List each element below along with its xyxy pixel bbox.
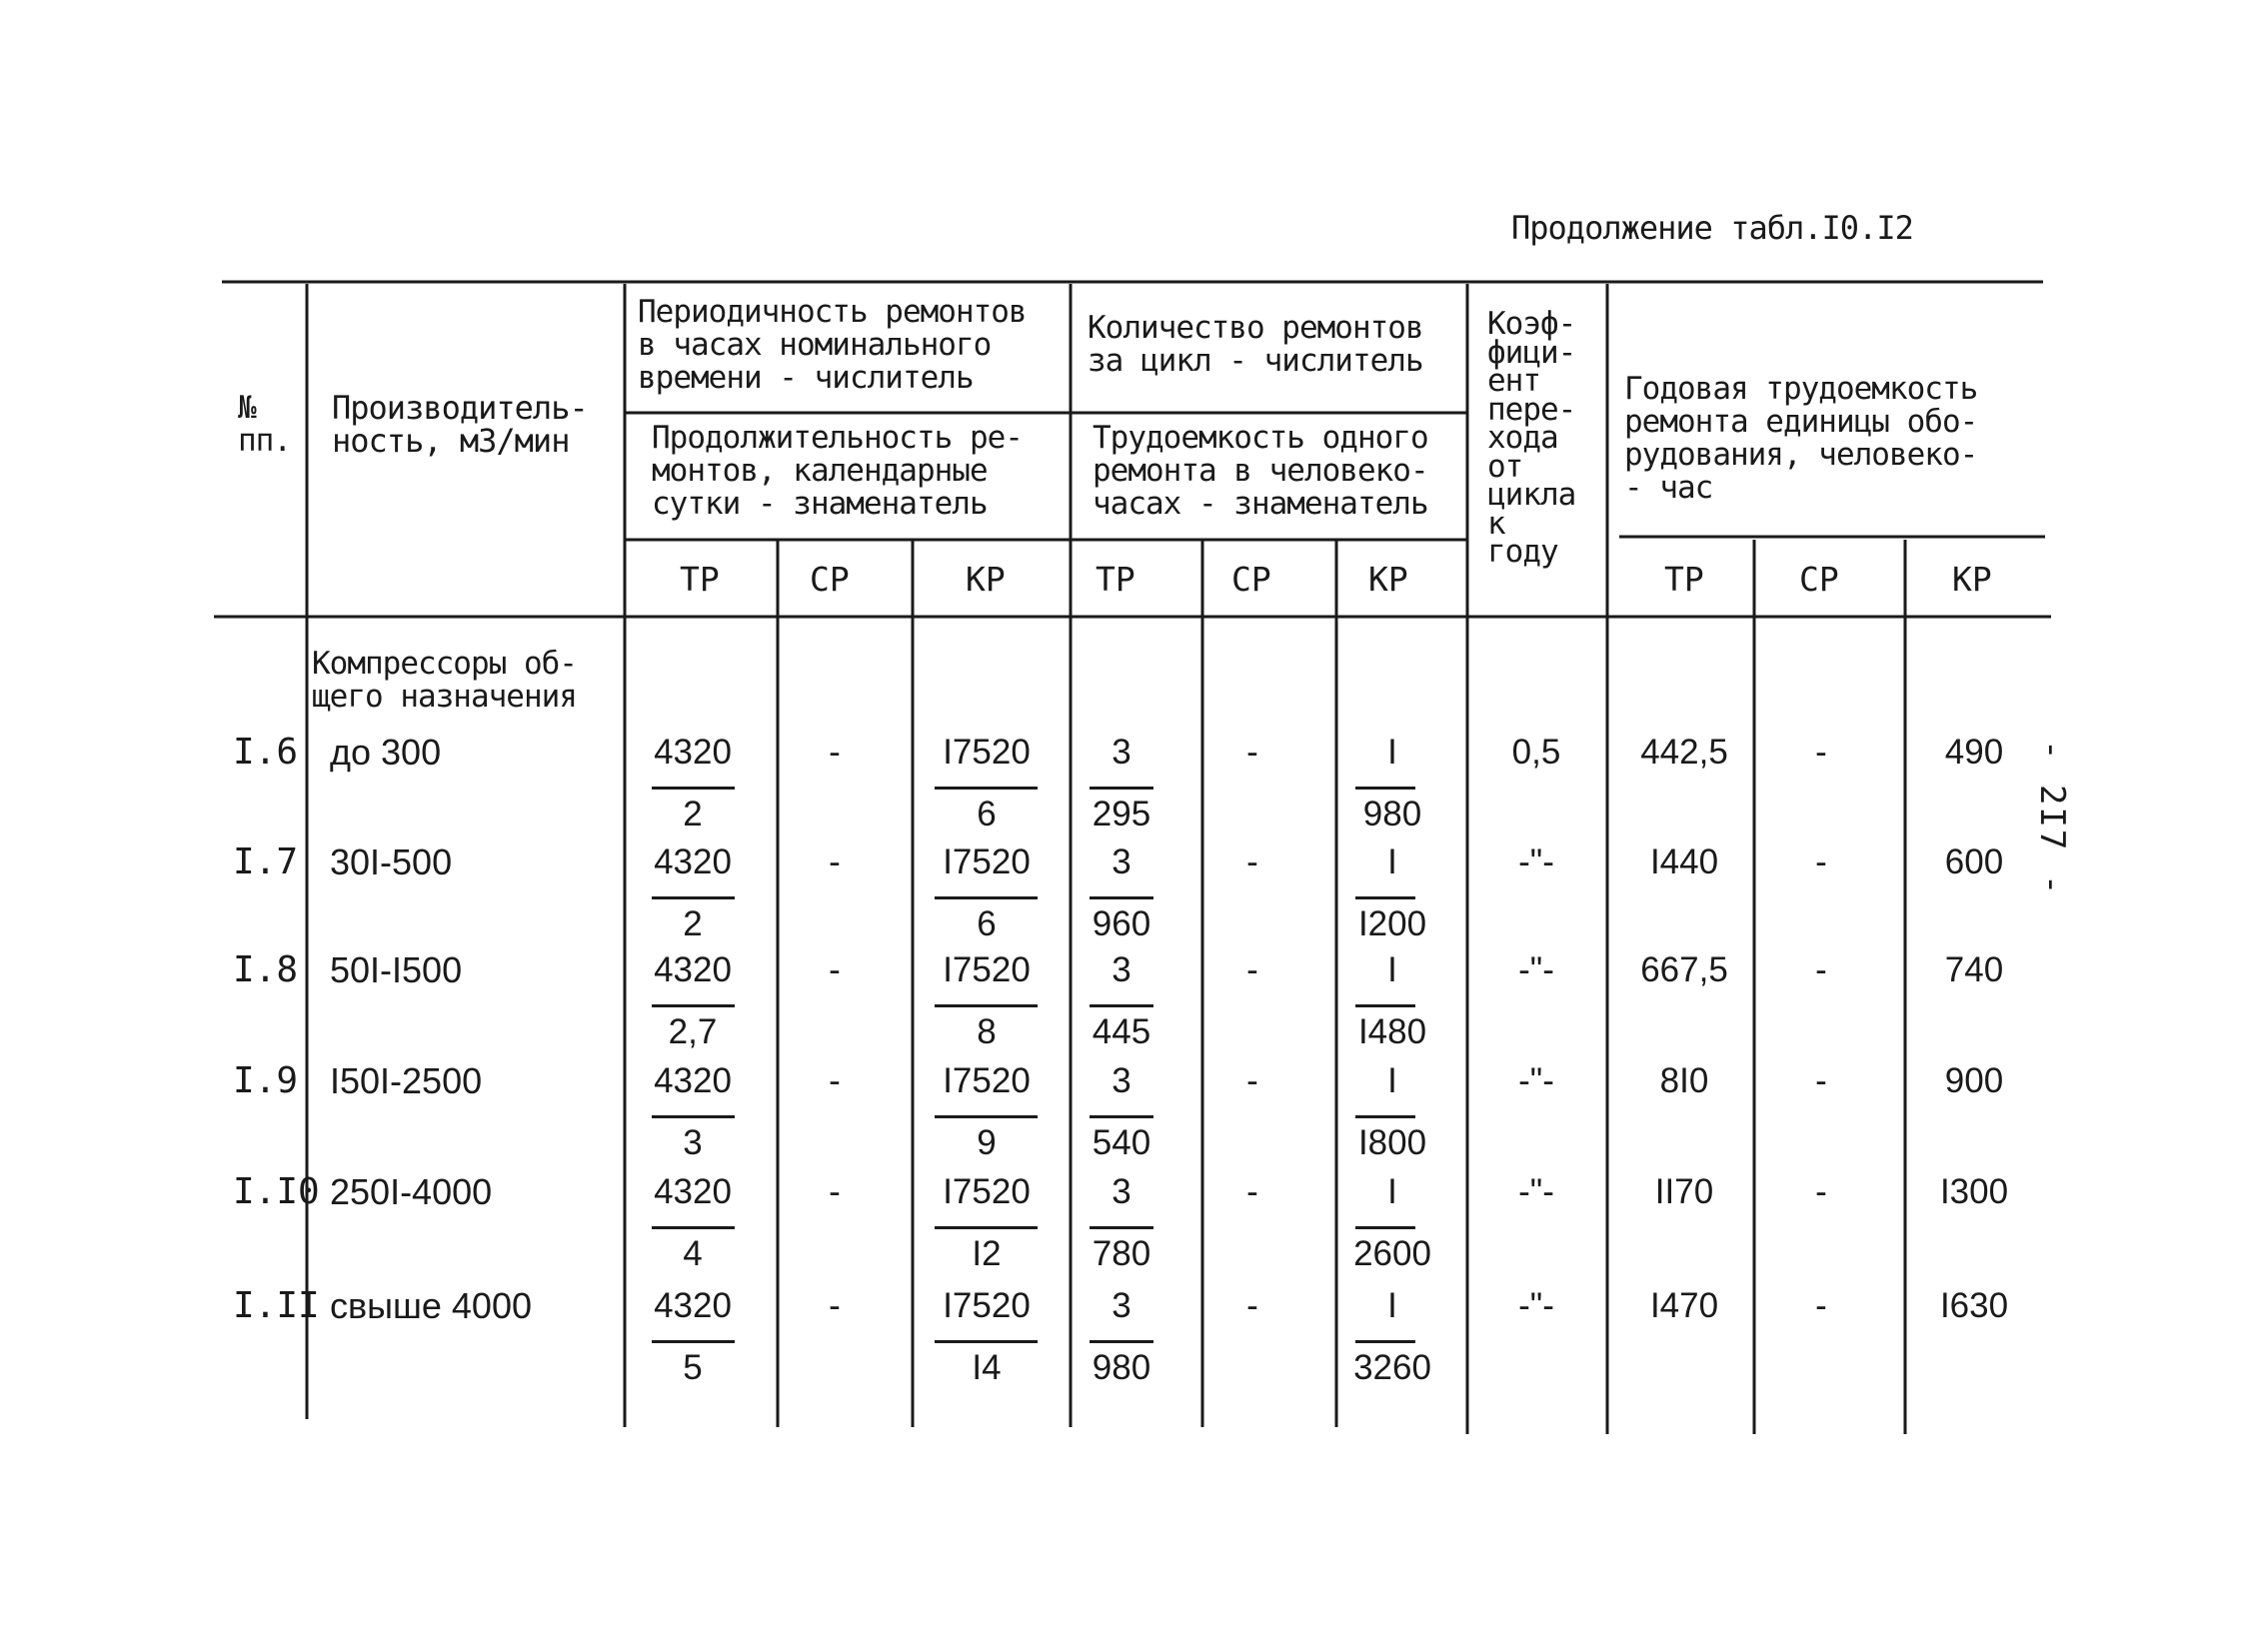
subheader-annual-sr: СР bbox=[1799, 560, 1839, 599]
periodicity-tr-fraction-bar bbox=[652, 1004, 735, 1007]
count-kr-denominator: I800 bbox=[1357, 1123, 1427, 1162]
periodicity-tr-numerator: 4320 bbox=[654, 1286, 732, 1325]
count-kr-fraction-bar bbox=[1355, 1226, 1415, 1229]
periodicity-kr-denominator: 9 bbox=[977, 1123, 997, 1162]
header-count: Количество ремонтов за цикл - числитель bbox=[1088, 310, 1423, 379]
count-sr-value: - bbox=[1246, 950, 1258, 989]
row-number: I.7 bbox=[233, 841, 299, 882]
periodicity-sr-value: - bbox=[829, 950, 841, 989]
periodicity-kr-numerator: I7520 bbox=[943, 1286, 1031, 1325]
periodicity-tr-numerator: 4320 bbox=[654, 950, 732, 989]
header-duration: Продолжительность ре- монтов, календарные сутки - знаменатель bbox=[652, 420, 1023, 522]
periodicity-kr-numerator: I7520 bbox=[943, 1061, 1031, 1100]
count-sr-value: - bbox=[1246, 1061, 1258, 1100]
periodicity-kr-fraction-bar bbox=[935, 1004, 1038, 1007]
periodicity-kr-fraction-bar bbox=[935, 896, 1038, 899]
periodicity-kr-denominator: 8 bbox=[977, 1012, 997, 1051]
subheader-annual-kr: КР bbox=[1952, 560, 1992, 599]
periodicity-sr-value: - bbox=[829, 733, 841, 772]
annual-kr-value: 900 bbox=[1944, 1061, 2004, 1100]
periodicity-kr-numerator: I7520 bbox=[943, 950, 1031, 989]
count-kr-fraction-bar bbox=[1355, 1115, 1415, 1118]
coefficient-value: -"- bbox=[1518, 842, 1554, 881]
count-tr-denominator: 540 bbox=[1092, 1123, 1151, 1162]
periodicity-tr-denominator: 2 bbox=[683, 795, 703, 833]
row-capacity: 250I-4000 bbox=[330, 1171, 493, 1212]
row-number: I.8 bbox=[233, 949, 299, 990]
annual-kr-value: I630 bbox=[1939, 1286, 2009, 1325]
count-tr-denominator: 960 bbox=[1092, 904, 1151, 943]
count-kr-numerator: I bbox=[1387, 1061, 1397, 1100]
periodicity-tr-denominator: 4 bbox=[683, 1234, 703, 1273]
header-coef: Коэф- фици- ент пере- хода от цикла к году bbox=[1487, 306, 1576, 570]
row-number: I.6 bbox=[233, 732, 299, 773]
periodicity-tr-numerator: 4320 bbox=[654, 842, 732, 881]
count-sr-value: - bbox=[1246, 1172, 1258, 1211]
periodicity-kr-numerator: I7520 bbox=[943, 733, 1031, 772]
periodicity-tr-denominator: 2 bbox=[683, 904, 703, 943]
annual-sr-value: - bbox=[1815, 733, 1827, 772]
count-kr-denominator: I480 bbox=[1357, 1012, 1427, 1051]
count-sr-value: - bbox=[1246, 842, 1258, 881]
annual-kr-value: 740 bbox=[1944, 950, 2004, 989]
subheader-count-sr: СР bbox=[1231, 560, 1271, 599]
count-tr-fraction-bar bbox=[1090, 1004, 1153, 1007]
annual-sr-value: - bbox=[1815, 1061, 1827, 1100]
periodicity-kr-numerator: I7520 bbox=[943, 1172, 1031, 1211]
row-number: I.9 bbox=[233, 1060, 299, 1101]
annual-kr-value: 600 bbox=[1944, 842, 2004, 881]
count-tr-numerator: 3 bbox=[1112, 1061, 1131, 1100]
count-kr-numerator: I bbox=[1387, 733, 1397, 772]
count-kr-fraction-bar bbox=[1355, 787, 1415, 790]
annual-tr-value: 442,5 bbox=[1640, 733, 1728, 772]
subheader-annual-tr: ТР bbox=[1664, 560, 1704, 599]
row-capacity: 50I-I500 bbox=[330, 949, 463, 990]
count-kr-denominator: 3260 bbox=[1353, 1348, 1431, 1387]
row-capacity: 30I-500 bbox=[330, 841, 453, 882]
coefficient-value: 0,5 bbox=[1511, 733, 1561, 772]
annual-sr-value: - bbox=[1815, 950, 1827, 989]
periodicity-kr-denominator: 6 bbox=[977, 795, 997, 833]
count-sr-value: - bbox=[1246, 1286, 1258, 1325]
count-kr-numerator: I bbox=[1387, 950, 1397, 989]
header-annual: Годовая трудоемкость ремонта единицы обо- рудования, человеко- - час bbox=[1624, 371, 1978, 506]
annual-tr-value: I440 bbox=[1649, 842, 1719, 881]
group-title: Компрессоры об- щего назначения bbox=[312, 646, 577, 715]
count-tr-fraction-bar bbox=[1090, 1340, 1153, 1343]
count-sr-value: - bbox=[1246, 733, 1258, 772]
count-kr-fraction-bar bbox=[1355, 1004, 1415, 1007]
subheader-count-tr: ТР bbox=[1096, 560, 1135, 599]
header-laboriousness: Трудоемкость одного ремонта в человеко- часах - знаменатель bbox=[1093, 420, 1428, 522]
row-capacity: свыше 4000 bbox=[330, 1285, 532, 1326]
periodicity-sr-value: - bbox=[829, 1061, 841, 1100]
count-kr-fraction-bar bbox=[1355, 1340, 1415, 1343]
coefficient-value: -"- bbox=[1518, 1286, 1554, 1325]
count-tr-numerator: 3 bbox=[1112, 842, 1131, 881]
periodicity-tr-fraction-bar bbox=[652, 1226, 735, 1229]
periodicity-sr-value: - bbox=[829, 842, 841, 881]
annual-kr-value: I300 bbox=[1939, 1172, 2009, 1211]
annual-tr-value: I470 bbox=[1649, 1286, 1719, 1325]
header-periodicity: Периодичность ремонтов в часах номинального времени - числитель bbox=[638, 294, 1027, 396]
periodicity-kr-fraction-bar bbox=[935, 1115, 1038, 1118]
count-kr-numerator: I bbox=[1387, 1286, 1397, 1325]
subheader-periodicity-sr: СР bbox=[810, 560, 850, 599]
table-caption: Продолжение табл.I0.I2 bbox=[1511, 209, 1913, 247]
periodicity-tr-fraction-bar bbox=[652, 896, 735, 899]
header-capacity: Производитель- ность, м3/мин bbox=[332, 389, 588, 460]
periodicity-kr-denominator: I2 bbox=[972, 1234, 1002, 1273]
annual-sr-value: - bbox=[1815, 1172, 1827, 1211]
annual-tr-value: 667,5 bbox=[1640, 950, 1728, 989]
periodicity-tr-numerator: 4320 bbox=[654, 1172, 732, 1211]
count-kr-denominator: 2600 bbox=[1353, 1234, 1431, 1273]
count-tr-fraction-bar bbox=[1090, 787, 1153, 790]
periodicity-tr-fraction-bar bbox=[652, 787, 735, 790]
count-tr-fraction-bar bbox=[1090, 1115, 1153, 1118]
row-number: I.II bbox=[233, 1285, 320, 1326]
coefficient-value: -"- bbox=[1518, 1172, 1554, 1211]
annual-tr-value: 8I0 bbox=[1659, 1061, 1709, 1100]
subheader-periodicity-tr: ТР bbox=[680, 560, 720, 599]
annual-sr-value: - bbox=[1815, 1286, 1827, 1325]
periodicity-tr-fraction-bar bbox=[652, 1340, 735, 1343]
periodicity-kr-fraction-bar bbox=[935, 787, 1038, 790]
count-kr-fraction-bar bbox=[1355, 896, 1415, 899]
count-tr-fraction-bar bbox=[1090, 896, 1153, 899]
periodicity-kr-denominator: 6 bbox=[977, 904, 997, 943]
count-tr-numerator: 3 bbox=[1112, 733, 1131, 772]
row-capacity: I50I-2500 bbox=[330, 1060, 483, 1101]
coefficient-value: -"- bbox=[1518, 950, 1554, 989]
header-num: № пп. bbox=[238, 390, 291, 459]
count-kr-numerator: I bbox=[1387, 1172, 1397, 1211]
annual-sr-value: - bbox=[1815, 842, 1827, 881]
count-tr-numerator: 3 bbox=[1112, 1172, 1131, 1211]
periodicity-kr-fraction-bar bbox=[935, 1340, 1038, 1343]
row-capacity: до 300 bbox=[330, 732, 442, 773]
annual-tr-value: II70 bbox=[1654, 1172, 1714, 1211]
subheader-count-kr: КР bbox=[1368, 560, 1408, 599]
annual-kr-value: 490 bbox=[1944, 733, 2004, 772]
periodicity-kr-fraction-bar bbox=[935, 1226, 1038, 1229]
subheader-periodicity-kr: КР bbox=[966, 560, 1006, 599]
periodicity-sr-value: - bbox=[829, 1286, 841, 1325]
periodicity-sr-value: - bbox=[829, 1172, 841, 1211]
count-tr-fraction-bar bbox=[1090, 1226, 1153, 1229]
periodicity-tr-denominator: 5 bbox=[683, 1348, 703, 1387]
count-tr-denominator: 980 bbox=[1092, 1348, 1151, 1387]
periodicity-kr-denominator: I4 bbox=[972, 1348, 1002, 1387]
periodicity-kr-numerator: I7520 bbox=[943, 842, 1031, 881]
periodicity-tr-denominator: 2,7 bbox=[668, 1012, 718, 1051]
page-number: - 2I7 - bbox=[2032, 740, 2072, 897]
count-kr-numerator: I bbox=[1387, 842, 1397, 881]
count-kr-denominator: I200 bbox=[1357, 904, 1427, 943]
count-tr-denominator: 780 bbox=[1092, 1234, 1151, 1273]
count-kr-denominator: 980 bbox=[1362, 795, 1422, 833]
periodicity-tr-fraction-bar bbox=[652, 1115, 735, 1118]
count-tr-numerator: 3 bbox=[1112, 950, 1131, 989]
count-tr-denominator: 295 bbox=[1092, 795, 1151, 833]
periodicity-tr-numerator: 4320 bbox=[654, 1061, 732, 1100]
count-tr-denominator: 445 bbox=[1092, 1012, 1151, 1051]
coefficient-value: -"- bbox=[1518, 1061, 1554, 1100]
periodicity-tr-denominator: 3 bbox=[683, 1123, 703, 1162]
row-number: I.I0 bbox=[233, 1171, 320, 1212]
count-tr-numerator: 3 bbox=[1112, 1286, 1131, 1325]
periodicity-tr-numerator: 4320 bbox=[654, 733, 732, 772]
